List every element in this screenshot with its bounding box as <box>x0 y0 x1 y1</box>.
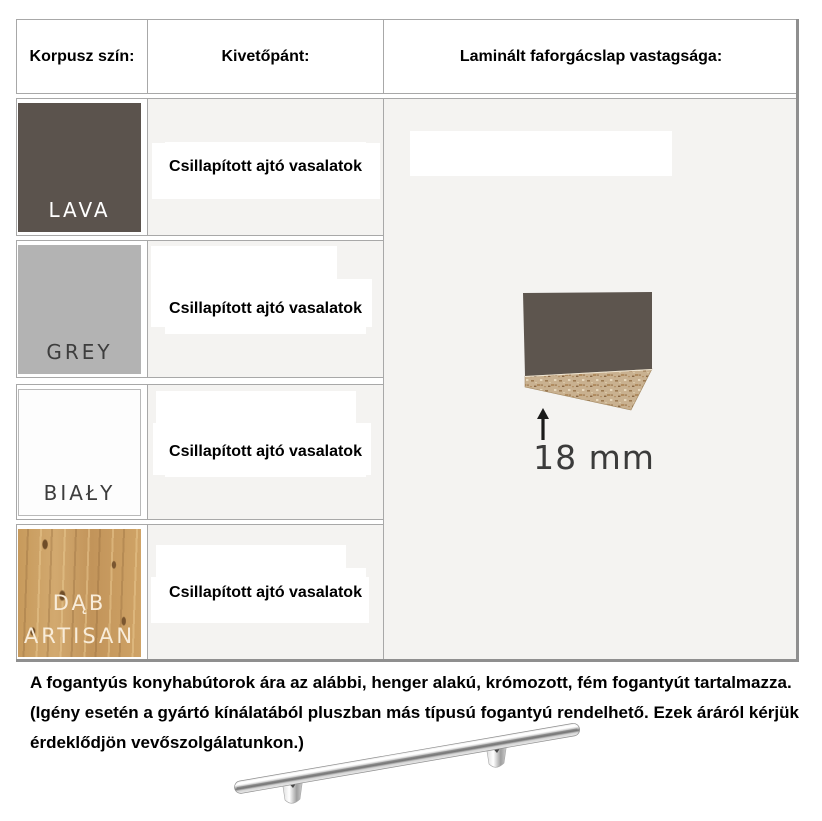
header-cell-hinge <box>147 19 384 94</box>
table-outer-border-bottom <box>16 659 799 662</box>
swatch-label-dab-artisan <box>18 587 141 653</box>
handle-bar <box>234 722 581 794</box>
color-swatch-grey <box>18 245 141 374</box>
color-cell-bialy <box>16 384 148 520</box>
header-cell-board-thickness <box>383 19 799 94</box>
color-cell-lava <box>16 98 148 236</box>
swatch-label-dab-line2: ARTISAN <box>23 624 136 648</box>
chipboard-illustration <box>516 288 666 418</box>
footer-note-line3: érdeklődjön vevőszolgálatunkon.) <box>30 733 304 752</box>
swatch-label-bialy: BIAŁY <box>43 481 116 505</box>
footer-note-line1: A fogantyús konyhabútorok ára az alábbi, henger alakú, krómozott, fém fogantyút tartalmazza. <box>30 673 792 692</box>
chrome-handle-image <box>218 708 618 816</box>
color-cell-dab-artisan <box>16 524 148 661</box>
color-swatch-bialy <box>18 389 141 516</box>
header-cell-corpus-color <box>16 19 148 94</box>
arrow-up-icon <box>530 406 556 442</box>
whiteout-patch <box>410 131 672 176</box>
color-swatch-dab-artisan <box>18 529 141 657</box>
header-corpus-color-label: Korpusz szín: <box>29 47 135 65</box>
header-hinge-label: Kivetőpánt: <box>221 47 310 65</box>
whiteout-patch <box>156 391 356 423</box>
hinge-cell-row1 <box>147 98 384 236</box>
color-cell-grey <box>16 240 148 378</box>
hinge-cell-row3 <box>147 384 384 520</box>
thickness-label: 18 mm <box>533 438 655 477</box>
whiteout-patch <box>151 246 337 282</box>
swatch-label-grey: GREY <box>46 340 113 364</box>
table-outer-border-right <box>796 19 799 662</box>
swatch-label-lava: LAVA <box>48 198 111 222</box>
chipboard-laminate-surface <box>523 292 652 376</box>
hinge-label-row1: Csillapított ajtó vasalatok <box>165 142 366 192</box>
header-board-thickness-label: Laminált faforgácslap vastagsága: <box>459 47 723 65</box>
swatch-label-dab-line1: DĄB <box>52 591 107 615</box>
hinge-label-row3: Csillapított ajtó vasalatok <box>165 427 366 477</box>
hinge-cell-row4 <box>147 524 384 661</box>
color-swatch-lava <box>18 103 141 232</box>
hinge-cell-row2 <box>147 240 384 378</box>
hinge-label-row4: Csillapított ajtó vasalatok <box>165 568 366 618</box>
footer-note-line2: (Igény esetén a gyártó kínálatából pluszban más típusú fogantyú rendelhető. Ezek áráról kérjük <box>30 703 799 722</box>
hinge-label-row2: Csillapított ajtó vasalatok <box>165 284 366 334</box>
